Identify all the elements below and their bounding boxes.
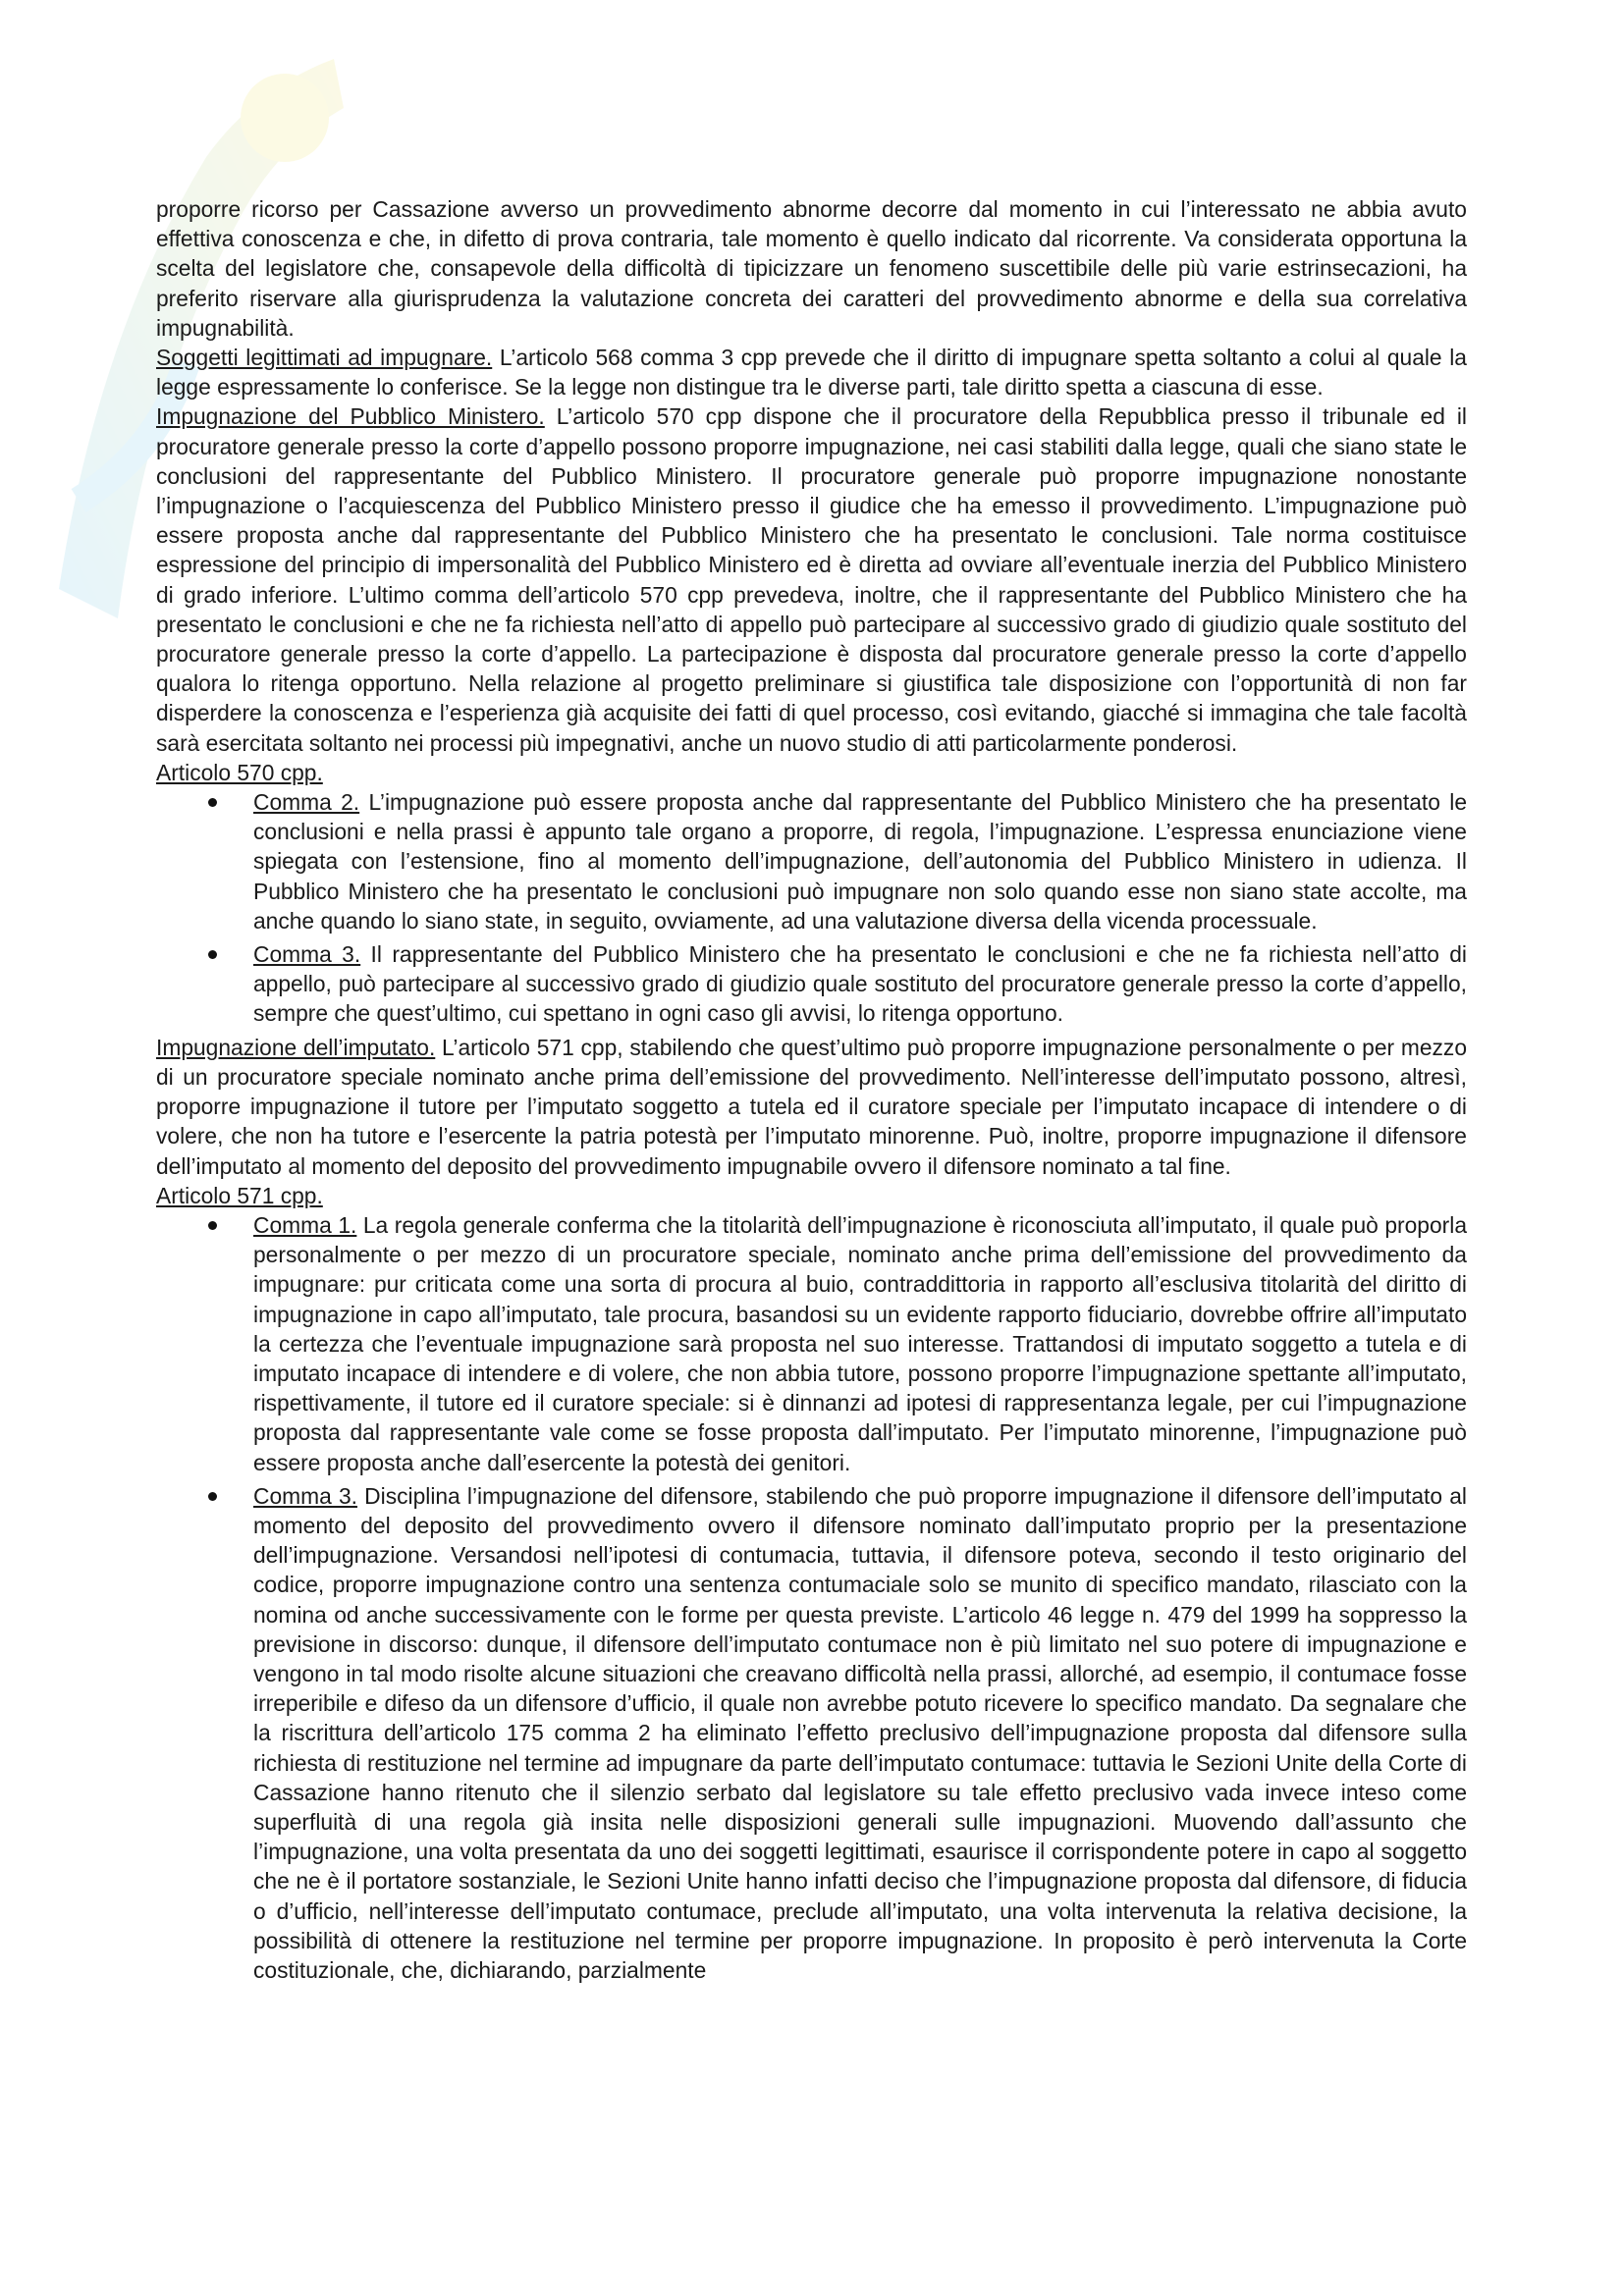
list-item: Comma 2. L’impugnazione può essere proposta anche dal rappresentante del Pubblico Ministero che ha presentato le conclusioni e nella prassi è appunto tale organo a proporre, di regola, l’impugnazione. L’espressa enunciazione viene spiegata con l’estensione, fino al momento dell’impugnazione, dell’autonomia del Pubblico Ministero in udienza. Il Pubblico Ministero che ha presentato le conclusioni può impugnare non solo quando esse non siano state accolte, ma anche quando lo siano state, in seguito, ovviamente, ad una valutazione diversa della vicenda processuale.: [156, 787, 1467, 935]
heading-soggetti: Soggetti legittimati ad impugnare.: [156, 345, 493, 371]
paragraph-intro: proporre ricorso per Cassazione avverso un provvedimento abnorme decorre dal momento in cui l’interessato ne abbia avuto effettiva conoscenza e che, in difetto di prova contraria, tale momento è quello indicato dal ricorrente. Va considerata opportuna la scelta del legislatore che, consapevole della difficoltà di tipicizzare un fenomeno suscettibile delle più varie estrinsecazioni, ha preferito riservare alla giurisprudenza la valutazione concreta dei caratteri del provvedimento abnorme e della sua correlativa impugnabilità.: [156, 196, 1467, 341]
document-body: [156, 194, 1467, 1989]
list-item: Comma 3. Disciplina l’impugnazione del difensore, stabilendo che può proporre impugnazione il difensore dell’imputato al momento del deposito del provvedimento ovvero il difensore nominato dall’imputato proprio per la presentazione dell’impugnazione. Versandosi nell’ipotesi di contumacia, tuttavia, il difensore poteva, secondo il testo originario del codice, proporre impugnazione contro una sentenza contumaciale solo se munito di specifico mandato, rilasciato con la nomina od anche successivamente con le forme per questa previste. L’articolo 46 legge n. 479 del 1999 ha soppresso la previsione in discorso: dunque, il difensore dell’imputato contumace non è più limitato nel suo potere di impugnazione e vengono in tal modo risolte alcune situazioni che creavano difficoltà nella prassi, allorché, ad esempio, il contumace fosse irreperibile e difeso da un difensore d’ufficio, il quale non avrebbe potuto ricevere lo specifico mandato. Da segnalare che la riscrittura dell’articolo 175 comma 2 ha eliminato l’effetto preclusivo dell’impugnazione proposta dal difensore sulla richiesta di restituzione nel termine ad impugnare da parte dell’imputato contumace: tuttavia le Sezioni Unite della Corte di Cassazione hanno ritenuto che il silenzio serbato dal legislatore su tale effetto preclusivo vada invece inteso come superfluità di una regola già insita nelle disposizioni generali sulle impugnazioni. Muovendo dall’assunto che l’impugnazione, una volta presentata da uno dei soggetti legittimati, esaurisce il corrispondente potere in capo al soggetto che ne è il portatore sostanziale, le Sezioni Unite hanno infatti deciso che l’impugnazione proposta dal difensore, di fiducia o d’ufficio, nell’interesse dell’imputato contumace, preclude all’imputato, una volta intervenuta la relativa decisione, la possibilità di ottenere la restituzione nel termine per proporre impugnazione. In proposito è però intervenuta la Corte costituzionale, che, dichiarando, parzialmente: [156, 1481, 1467, 1985]
paragraph-imputato: Impugnazione dell’imputato. L’articolo 571 cpp, stabilendo che quest’ultimo può proporre impugnazione personalmente o per mezzo di un procuratore speciale nominato anche prima dell’emissione del provvedimento. Nell’interesse dell’imputato possono, altresì, proporre impugnazione il tutore per l’imputato soggetto a tutela ed il curatore speciale per l’imputato incapace di intendere o di volere, che non ha tutore e l’esercente la patria potestà per l’imputato minorenne. Può, inoltre, proporre impugnazione il difensore dell’imputato al momento del deposito del provvedimento impugnabile ovvero il difensore nominato a tal fine.: [156, 1034, 1467, 1179]
comma-label: Comma 3.: [253, 1482, 357, 1509]
heading-imputato: Impugnazione dell’imputato.: [156, 1034, 436, 1060]
list-articolo-570: [156, 787, 1467, 1029]
heading-pubblico-ministero: Impugnazione del Pubblico Ministero.: [156, 403, 545, 430]
paragraph-pubblico-ministero: Impugnazione del Pubblico Ministero. L’articolo 570 cpp dispone che il procuratore della Repubblica presso il tribunale ed il procuratore generale presso la corte d’appello possono proporre impugnazione, nei casi stabiliti dalla legge, quali che siano state le conclusioni del rappresentante del Pubblico Ministero. Il procuratore generale può proporre impugnazione nonostante l’impugnazione o l’acquiescenza del Pubblico Ministero presso il giudice che ha emesso il provvedimento. L’impugnazione può essere proposta anche dal rappresentante del Pubblico Ministero che ha presentato le conclusioni. Tale norma costituisce espressione del principio di impersonalità del Pubblico Ministero ed è diretta ad ovviare all’eventuale inerzia del Pubblico Ministero di grado inferiore. L’ultimo comma dell’articolo 570 cpp prevedeva, inoltre, che il rappresentante del Pubblico Ministero che ha presentato le conclusioni e che ne fa richiesta nell’atto di appello può partecipare al successivo grado di giudizio quale sostituto del procuratore generale presso la corte d’appello. La partecipazione è disposta dal procuratore generale presso la corte d’appello qualora lo ritenga opportuno. Nella relazione al progetto preliminare si giustifica tale disposizione con l’opportunità di non far disperdere la conoscenza e l’esperienza già acquisite dei fatti di quel processo, così evitando, giacché si immagina che tale facoltà sarà esercitata soltanto nei processi più impegnativi, anche un nuovo studio di atti particolarmente ponderosi.: [156, 403, 1467, 756]
comma-label: Comma 3.: [253, 941, 361, 968]
heading-articolo-571: Articolo 571 cpp.: [156, 1182, 323, 1208]
heading-articolo-570: Articolo 570 cpp.: [156, 759, 323, 785]
bullet-icon: [208, 950, 217, 959]
bullet-icon: [208, 1492, 217, 1501]
list-item: Comma 3. Il rappresentante del Pubblico Ministero che ha presentato le conclusioni e che ne fa richiesta nell’atto di appello, può partecipare al successivo grado di giudizio quale sostituto del procuratore generale presso la corte d’appello, sempre che quest’ultimo, cui spettano in ogni caso gli avvisi, lo ritenga opportuno.: [156, 939, 1467, 1029]
list-item: Comma 1. La regola generale conferma che la titolarità dell’impugnazione è riconosciuta all’imputato, il quale può proporla personalmente o per mezzo di un procuratore speciale, nominato anche prima dell’emissione del provvedimento da impugnare: pur criticata come una sorta di procura al buio, contraddittoria in rapporto all’esclusiva titolarità del diritto di impugnazione in capo all’imputato, tale procura, basandosi su un evidente rapporto fiduciario, dovrebbe offrire all’imputato la certezza che l’eventuale impugnazione sarà proposta nel suo interesse. Trattandosi di imputato soggetto a tutela e di imputato incapace di intendere e di volere, che non abbia tutore, possono proporre l’impugnazione spettante all’imputato, rispettivamente, il tutore ed il curatore speciale: si è dinnanzi ad ipotesi di rappresentanza legale, per cui l’impugnazione proposta dal rappresentante vale come se fosse proposta dall’imputato. Per l’imputato minorenne, l’impugnazione può essere proposta anche dall’esercente la potestà dei genitori.: [156, 1210, 1467, 1477]
bullet-icon: [208, 1221, 217, 1230]
bullet-icon: [208, 798, 217, 807]
comma-label: Comma 1.: [253, 1211, 357, 1238]
paragraph-soggetti: Soggetti legittimati ad impugnare. L’articolo 568 comma 3 cpp prevede che il diritto di impugnare spetta soltanto a colui al quale la legge espressamente lo conferisce. Se la legge non distingue tra le diverse parti, tale diritto spetta a ciascuna di esse.: [156, 345, 1467, 400]
list-articolo-571: [156, 1210, 1467, 1985]
comma-label: Comma 2.: [253, 789, 360, 816]
